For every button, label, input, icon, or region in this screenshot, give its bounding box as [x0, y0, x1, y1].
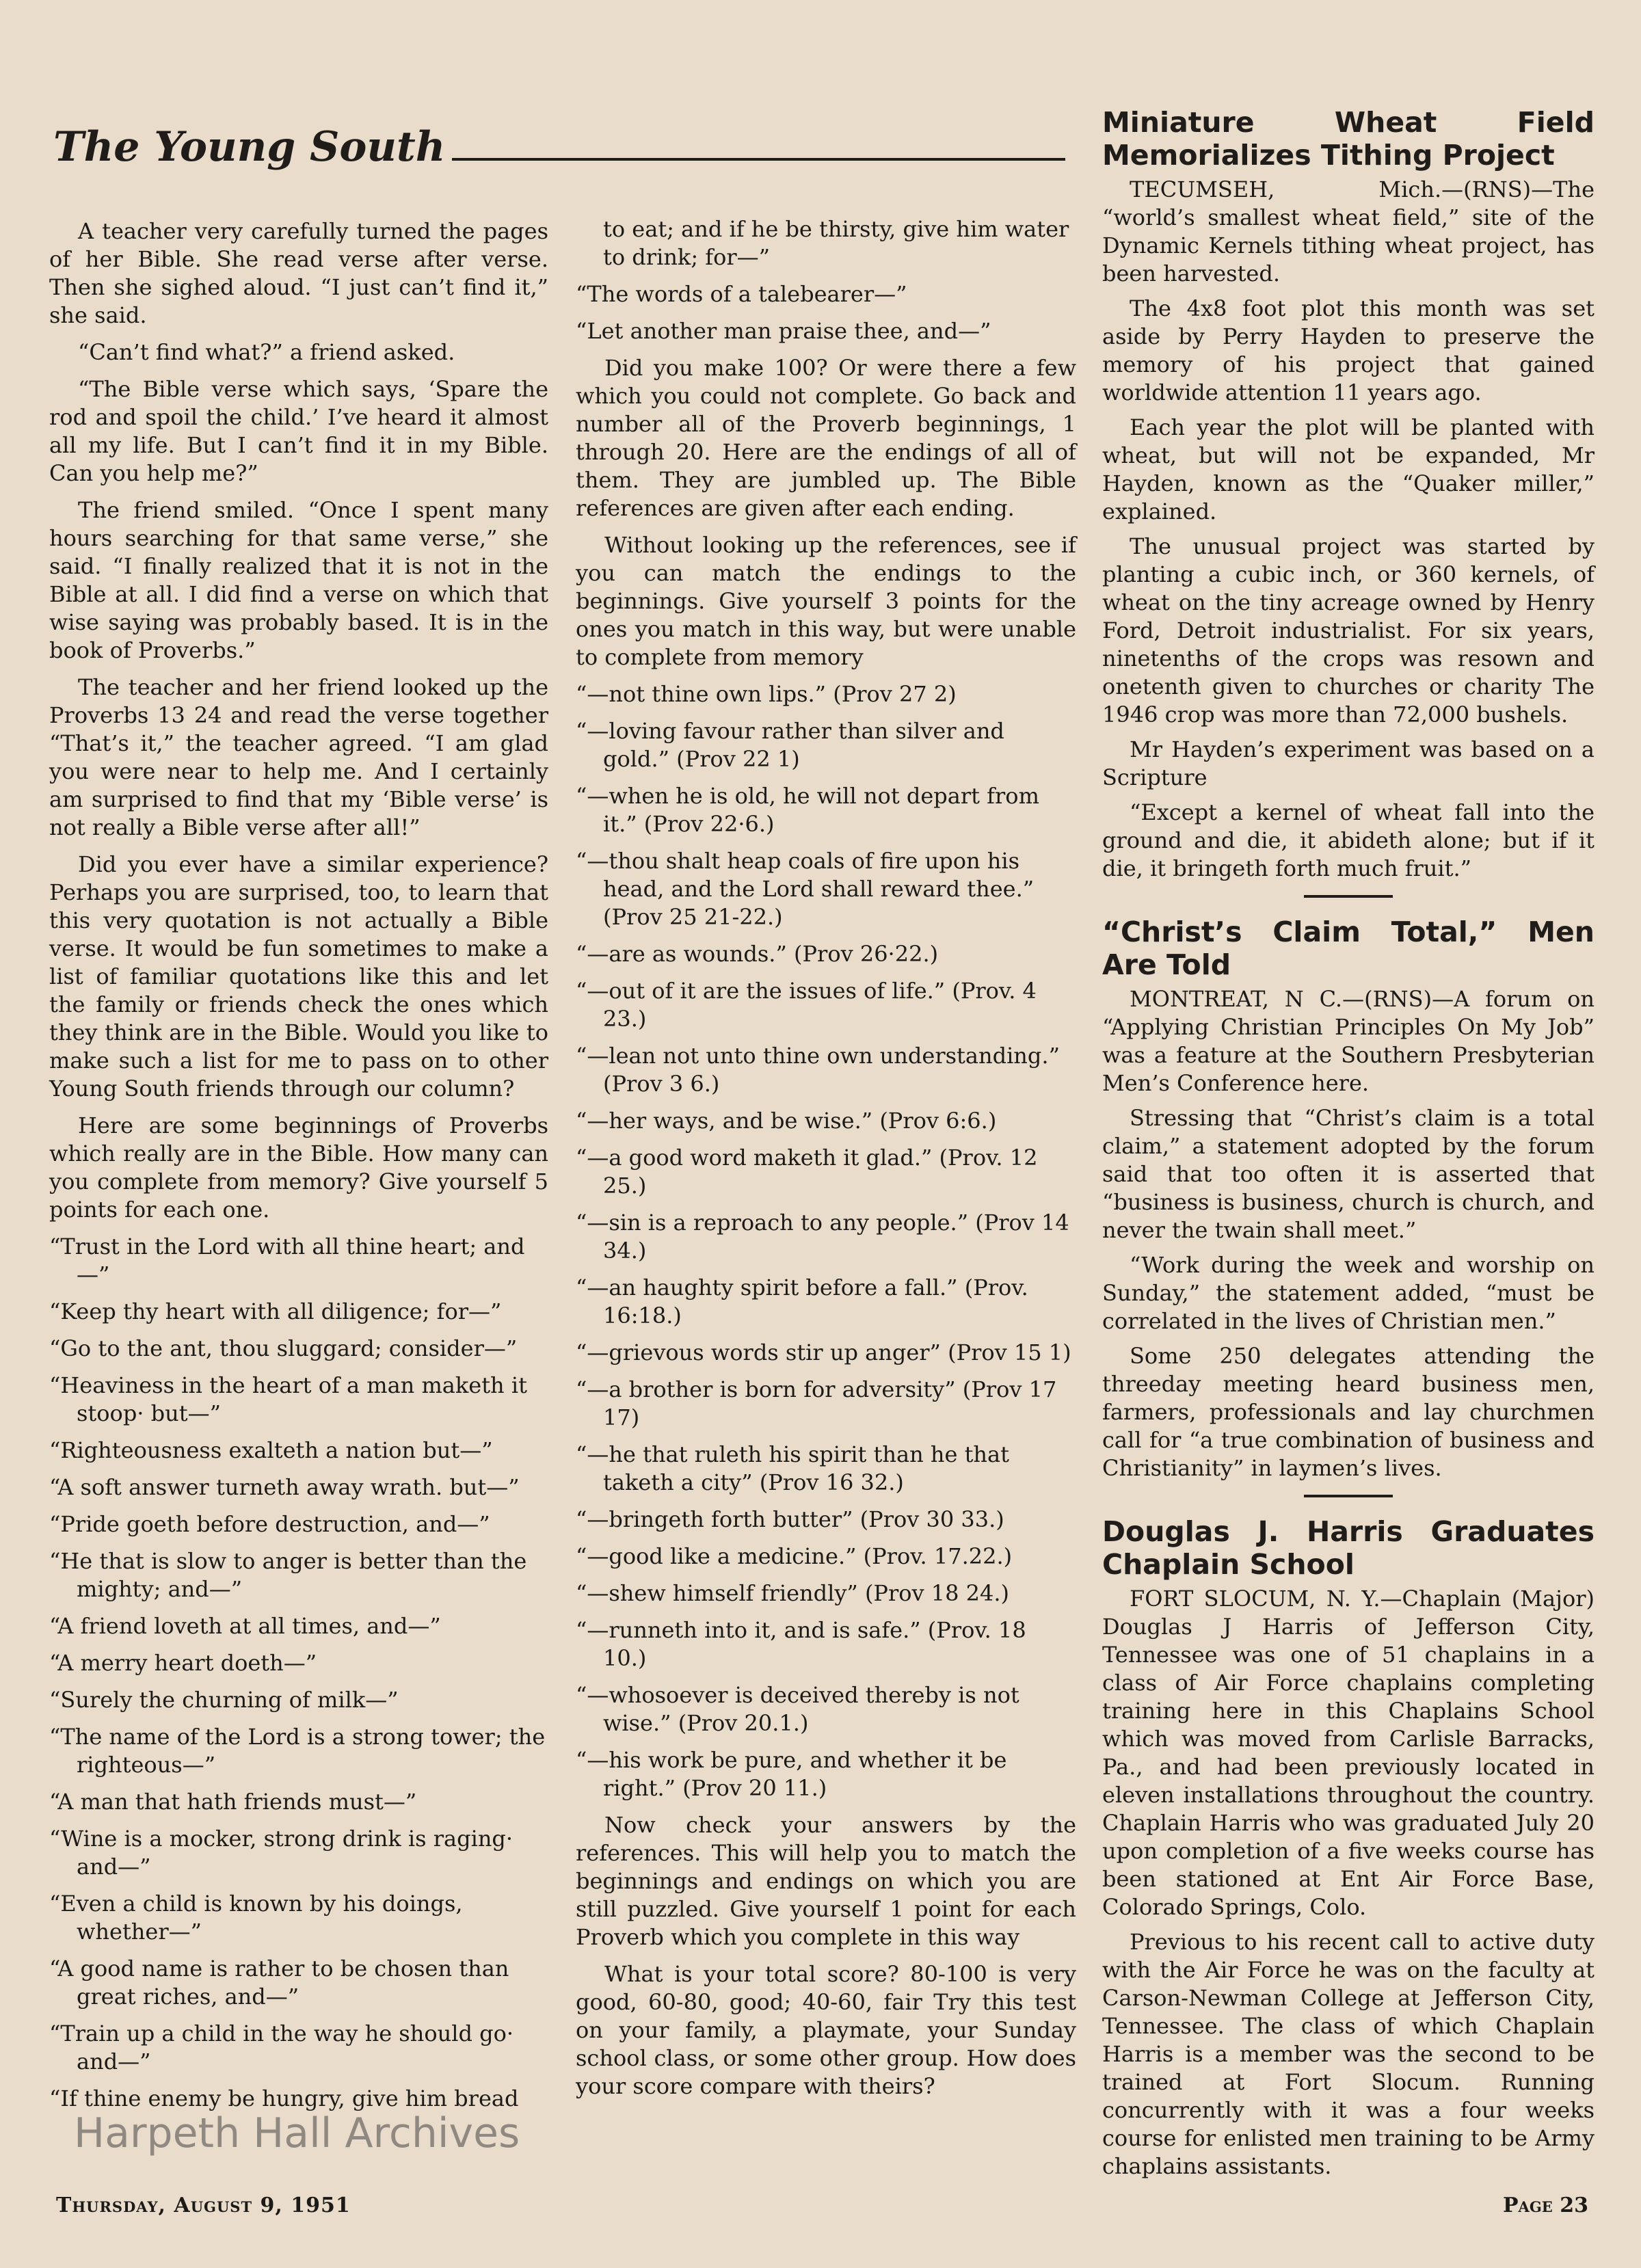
article-wheat-field — [1102, 106, 1595, 883]
proverb-ending: “—an haughty spirit before a fall.” (Prov. 16:18.) — [576, 1275, 1028, 1329]
article-headline: Douglas J. Harris Graduates Chaplain School — [1102, 1515, 1595, 1581]
proverb-beginning: “Righteousness exalteth a nation but—” — [49, 1437, 493, 1463]
proverb-beginning: “The words of a talebearer—” — [576, 281, 907, 307]
proverb-ending: “—his work be pure, and whether it be right.” (Prov 20 11.) — [576, 1747, 1007, 1801]
column-3 — [1102, 106, 1595, 2187]
proverb-beginning: “Go to the ant, thou sluggard; consider—” — [49, 1335, 518, 1361]
proverb-ending: “—sin is a reproach to any people.” (Prov 14 34.) — [576, 1210, 1069, 1264]
paragraph: Some 250 delegates attending the threeday meeting heard business men, farmers, professionals and lay churchmen call for “a true combination of business and Christianity” in laymen’s lives. — [1102, 1343, 1595, 1481]
archive-watermark: Harpeth Hall Archives — [74, 2109, 520, 2157]
paragraph: “Can’t find what?” a friend asked. — [78, 339, 455, 365]
paragraph: The unusual project was started by planting a cubic inch, or 360 kernels, of wheat on the tiny acreage owned by Henry Ford, Detroit industrialist. For six years, ninetenths of the crops was resown and onetenth given to churches or charity The 1946 crop was more than 72,000 bushels. — [1102, 533, 1595, 728]
paragraph: What is your total score? 80-100 is very good, 60-80, good; 40-60, fair Try this test on your family, a playmate, your Sunday school class, or some other group. How does your score compare with theirs? — [576, 1961, 1076, 2099]
article-christs-claim — [1102, 916, 1595, 1482]
proverb-beginning: “A good name is rather to be chosen than great riches, and—” — [49, 1956, 509, 2010]
article-divider — [1304, 1495, 1393, 1497]
masthead-rule — [452, 158, 1065, 161]
proverb-beginning: “A soft answer turneth away wrath. but—” — [49, 1474, 520, 1500]
paragraph: Previous to his recent call to active duty with the Air Force he was on the faculty at Carson-Newman College at Jefferson City, Tennessee. The class of which Chaplain Harris is a member was the second to be trained at Fort Slocum. Running concurrently with it was a four weeks course for enlisted men training to be Army chaplains assistants. — [1102, 1929, 1595, 2179]
issue-date: Thursday, August 9, 1951 — [56, 2193, 351, 2217]
proverb-ending: “—whosoever is deceived thereby is not wise.” (Prov 20.1.) — [576, 1682, 1019, 1736]
column-2 — [576, 215, 1076, 2109]
proverb-beginning: “Wine is a mocker, strong drink is raging· and—” — [49, 1826, 513, 1880]
paragraph: The friend smiled. “Once I spent many hours searching for that same verse,” she said. “I finally realized that it is not in the Bible at all. I did find a verse on which that wise saying was probably based. It is in the book of Proverbs.” — [49, 497, 548, 663]
proverb-beginning: “Surely the churning of milk—” — [49, 1687, 399, 1713]
proverb-ending: “—shew himself friendly” (Prov 18 24.) — [576, 1580, 1010, 1606]
paragraph: A teacher very carefully turned the pages of her Bible. She read verse after verse. Then she sighed aloud. “I just can’t find it,” she said. — [49, 218, 548, 328]
paragraph: Each year the plot will be planted with wheat, but will not be expanded, Mr Hayden, known as the “Quaker miller,” explained. — [1102, 414, 1595, 524]
paragraph: Here are some beginnings of Proverbs which really are in the Bible. How many can you complete from memory? Give yourself 5 points for each one. — [49, 1112, 548, 1223]
proverb-ending: “—good like a medicine.” (Prov. 17.22.) — [576, 1543, 1013, 1569]
proverb-beginning: “Pride goeth before destruction, and—” — [49, 1511, 490, 1537]
paragraph: “Work during the week and worship on Sunday,” the statement added, “must be correlated in the lives of Christian men.” — [1102, 1252, 1595, 1334]
proverb-beginning: “Heaviness in the heart of a man maketh it stoop· but—” — [49, 1372, 527, 1426]
column-title: The Young South — [53, 123, 446, 171]
paragraph: Did you ever have a similar experience? Perhaps you are surprised, too, to learn that this very quotation is not actually a Bible verse. It would be fun sometimes to make a list of familiar quotations like this and let the family or friends check the ones which they think are in the Bible. Would you like to make such a list for me to pass on to other Young South friends through our column? — [49, 851, 548, 1102]
proverb-beginning: “Let another man praise thee, and—” — [576, 318, 991, 344]
paragraph: Without looking up the references, see if you can match the endings to the beginnings. Give yourself 3 points for the ones you match in this way, but were unable to complete from memory — [576, 532, 1076, 670]
page-number: Page 23 — [1503, 2193, 1588, 2217]
paragraph: MONTREAT, N C.—(RNS)—A forum on “Applying Christian Principles On My Job” was a feature at the Southern Presbyterian Men’s Conference here. — [1102, 986, 1595, 1096]
column-1 — [49, 217, 548, 2122]
proverb-ending: “—lean not unto thine own understanding.” (Prov 3 6.) — [576, 1043, 1060, 1097]
proverb-ending: “—loving favour rather than silver and gold.” (Prov 22 1) — [576, 718, 1004, 772]
proverb-beginning: “Keep thy heart with all diligence; for—” — [49, 1298, 502, 1324]
article-divider — [1304, 895, 1393, 898]
proverb-ending: “—runneth into it, and is safe.” (Prov. 18 10.) — [576, 1617, 1026, 1671]
proverb-ending: “—when he is old, he will not depart from it.” (Prov 22·6.) — [576, 783, 1039, 837]
paragraph: “Except a kernel of wheat fall into the ground and die, it abideth alone; but if it die, it bringeth forth much fruit.” — [1102, 799, 1595, 881]
proverb-beginning: “He that is slow to anger is better than the mighty; and—” — [49, 1548, 527, 1602]
proverb-beginning: “The name of the Lord is a strong tower; the righteous—” — [49, 1724, 546, 1778]
proverb-ending: “—are as wounds.” (Prov 26·22.) — [576, 941, 939, 967]
proverb-beginning: “Trust in the Lord with all thine heart; and—” — [49, 1233, 525, 1288]
paragraph: Did you make 100? Or were there a few which you could not complete. Go back and number all of the Proverb beginnings, 1 through 20. Here are the endings of all of them. They are jumbled up. The Bible references are given after each ending. — [576, 355, 1076, 521]
paragraph: Stressing that “Christ’s claim is a total claim,” a statement adopted by the forum said that too often it is asserted that “business is business, church is church, and never the twain shall meet.” — [1102, 1105, 1595, 1243]
proverb-beginning: “If thine enemy be hungry, give him bread — [49, 2085, 519, 2111]
column-masthead — [53, 113, 1065, 171]
paragraph: The 4x8 foot plot this month was set aside by Perry Hayden to preserve the memory of his project that gained worldwide attention 11 years ago. — [1102, 295, 1595, 405]
article-headline: “Christ’s Claim Total,” Men Are Told — [1102, 916, 1595, 981]
paragraph: Now check your answers by the references. This will help you to match the beginnings and endings on which you are still puzzled. Give yourself 1 point for each Proverb which you complete in this way — [576, 1812, 1076, 1950]
proverb-ending: “—not thine own lips.” (Prov 27 2) — [576, 681, 957, 707]
paragraph: FORT SLOCUM, N. Y.—Chaplain (Major) Douglas J Harris of Jefferson City, Tennessee was one of 51 chaplains in a class of Air Force chaplains completing training here in this Chaplains School which was moved from Carlisle Barracks, Pa., and had been previously located in eleven installations throughout the country. Chaplain Harris who was graduated July 20 upon completion of a five weeks course has been stationed at Ent Air Force Base, Colorado Springs, Colo. — [1102, 1586, 1595, 1920]
proverb-ending: “—out of it are the issues of life.” (Prov. 4 23.) — [576, 978, 1037, 1032]
proverb-ending: “—he that ruleth his spirit than he that taketh a city” (Prov 16 32.) — [576, 1441, 1009, 1495]
paragraph: Mr Hayden’s experiment was based on a Scripture — [1102, 736, 1595, 790]
continuation-text: to eat; and if he be thirsty, give him water to drink; for—” — [603, 216, 1069, 270]
proverb-beginning: “A merry heart doeth—” — [49, 1650, 317, 1676]
paragraph: “The Bible verse which says, ‘Spare the rod and spoil the child.’ I’ve heard it almost all my life. But I can’t find it in my Bible. Can you help me?” — [49, 376, 548, 486]
proverb-beginning: “A man that hath friends must—” — [49, 1789, 417, 1815]
proverb-ending: “—a good word maketh it glad.” (Prov. 12 25.) — [576, 1145, 1038, 1199]
proverb-ending: “—bringeth forth butter” (Prov 30 33.) — [576, 1506, 1004, 1532]
paragraph: The teacher and her friend looked up the Proverbs 13 24 and read the verse together “That’s it,” the teacher agreed. “I am glad you were near to help me. And I certainly am surprised to find that my ‘Bible verse’ is not really a Bible verse after all!” — [49, 674, 548, 840]
proverb-ending: “—grievous words stir up anger” (Prov 15 1) — [576, 1339, 1071, 1365]
proverb-ending: “—a brother is born for adversity” (Prov 17 17) — [576, 1376, 1057, 1430]
paragraph: TECUMSEH, Mich.—(RNS)—The “world’s smallest wheat field,” site of the Dynamic Kernels tithing wheat project, has been harvested. — [1102, 176, 1595, 286]
article-headline: Miniature Wheat Field Memorializes Tithing Project — [1102, 106, 1595, 172]
article-chaplain-school — [1102, 1515, 1595, 2180]
proverb-beginning: “A friend loveth at all times, and—” — [49, 1613, 441, 1639]
proverb-beginning: “Train up a child in the way he should go· and—” — [49, 2020, 514, 2074]
proverb-ending: “—thou shalt heap coals of fire upon his head, and the Lord shall reward thee.” (Prov 25 21-22.) — [576, 848, 1035, 930]
proverb-beginning: “Even a child is known by his doings, whether—” — [49, 1891, 463, 1945]
proverb-ending: “—her ways, and be wise.” (Prov 6:6.) — [576, 1108, 997, 1134]
